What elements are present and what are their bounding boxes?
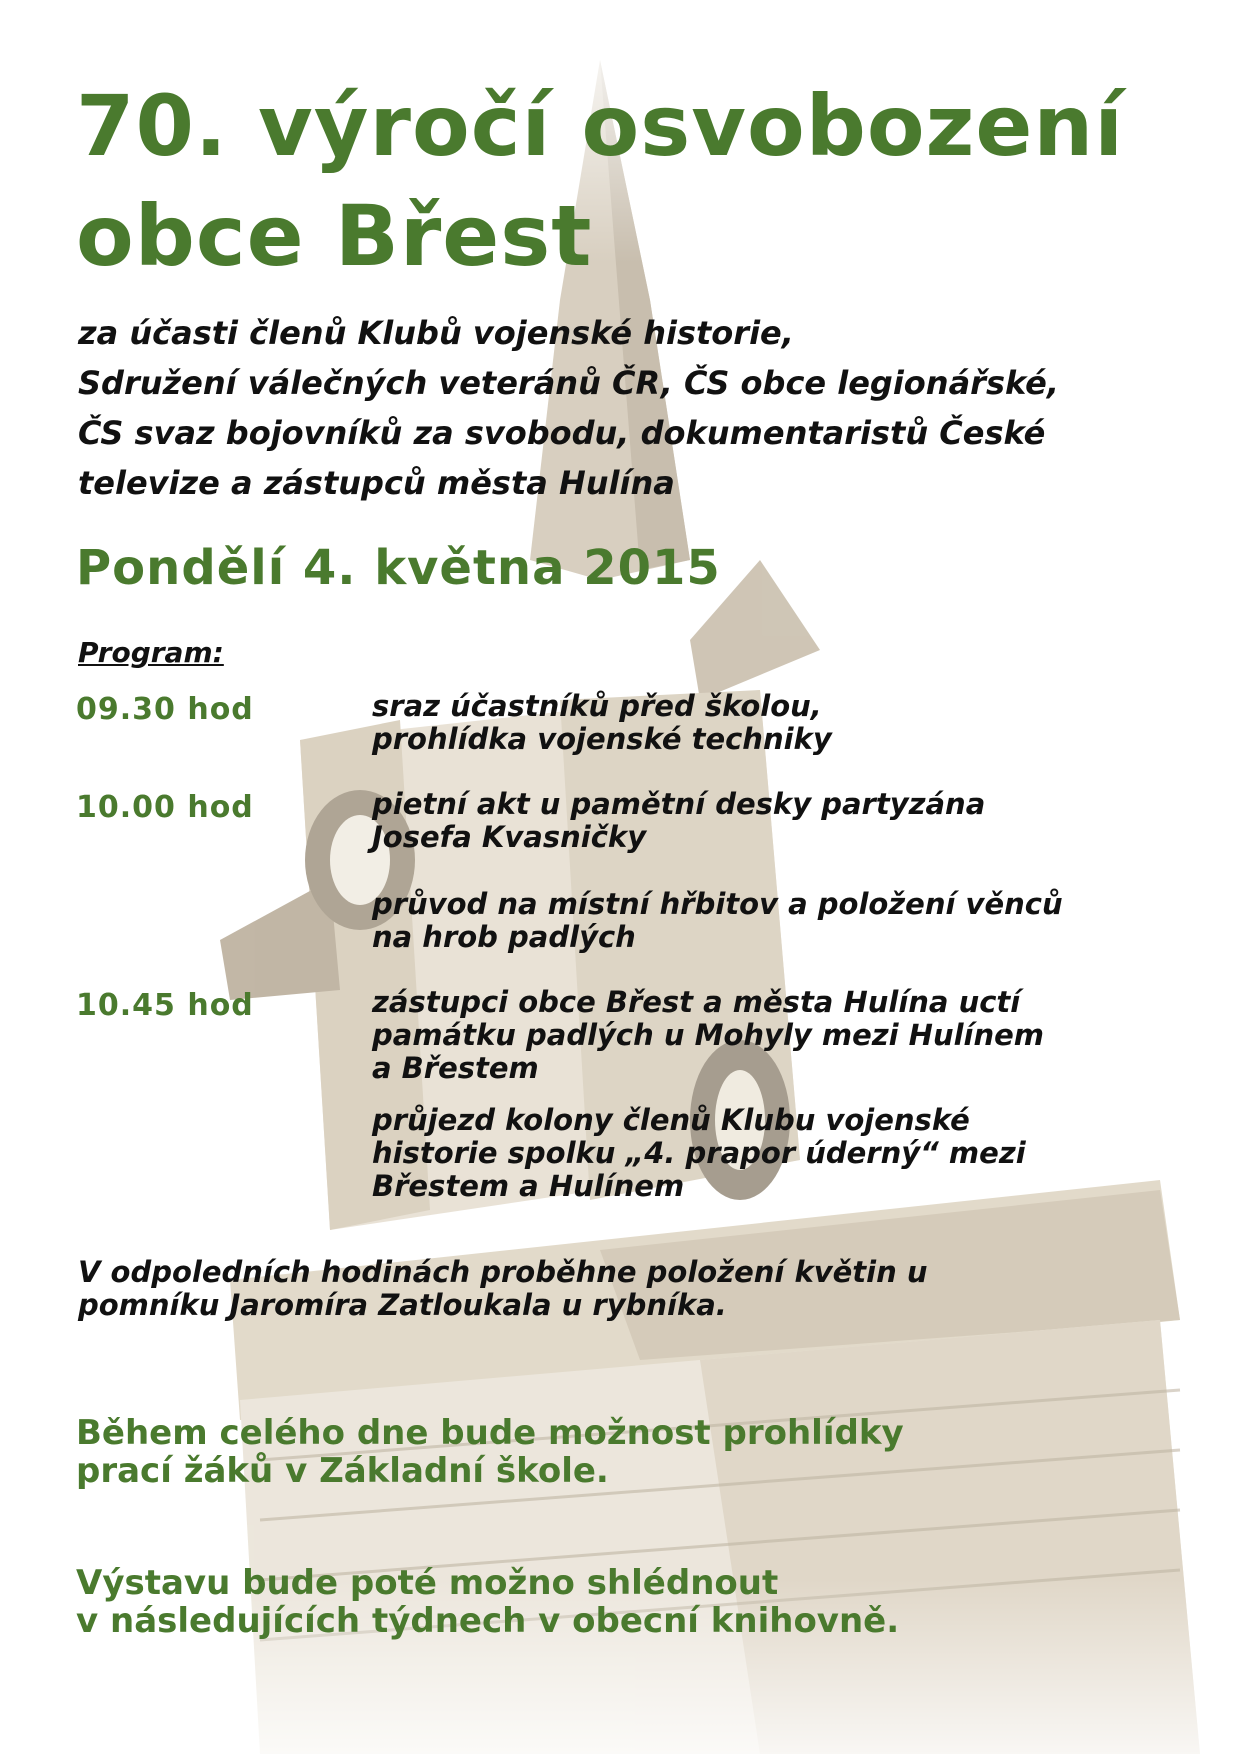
- program-description: [372, 888, 1063, 954]
- program-time: 10.00 hod: [76, 790, 254, 825]
- afternoon-line: V odpoledních hodinách proběhne položení květin u: [78, 1255, 928, 1289]
- program-line: průvod na místní hřbitov a položení věnců: [372, 887, 1063, 921]
- event-date: Pondělí 4. května 2015: [76, 540, 721, 596]
- program-line: zástupci obce Břest a města Hulína uctí: [372, 985, 1021, 1019]
- intro-line: televize a zástupců města Hulína: [78, 464, 675, 502]
- program-line: na hrob padlých: [372, 920, 636, 954]
- footer-note-library: [76, 1564, 899, 1640]
- program-description: [372, 690, 832, 756]
- footer-line: Výstavu bude poté možno shlédnout: [76, 1563, 779, 1603]
- program-line: sraz účastníků před školou,: [372, 689, 822, 723]
- program-line: historie spolku „4. prapor úderný“ mezi: [372, 1136, 1026, 1170]
- footer-line: v následujících týdnech v obecní knihovně.: [76, 1601, 900, 1641]
- program-line: průjezd kolony členů Klubu vojenské: [372, 1103, 970, 1137]
- program-label: Program:: [78, 636, 224, 669]
- program-line: a Břestem: [372, 1051, 539, 1085]
- program-line: prohlídka vojenské techniky: [372, 722, 832, 756]
- title-line-1: 70. výročí osvobození: [76, 77, 1124, 175]
- program-description: [372, 1104, 1026, 1203]
- program-description: [372, 986, 1044, 1085]
- afternoon-line: pomníku Jaromíra Zatloukala u rybníka.: [78, 1288, 727, 1322]
- footer-line: prací žáků v Základní škole.: [76, 1451, 609, 1491]
- intro-line: za účasti členů Klubů vojenské historie,: [78, 314, 794, 352]
- footer-line: Během celého dne bude možnost prohlídky: [76, 1413, 904, 1453]
- title-line-2: obce Břest: [76, 187, 593, 285]
- afternoon-note: [78, 1256, 928, 1322]
- program-line: Josefa Kvasničky: [372, 820, 647, 854]
- program-time: 09.30 hod: [76, 692, 254, 727]
- intro-line: ČS svaz bojovníků za svobodu, dokumentaristů České: [78, 414, 1046, 452]
- program-line: Břestem a Hulínem: [372, 1169, 685, 1203]
- footer-note-exhibition: [76, 1414, 904, 1490]
- intro-line: Sdružení válečných veteránů ČR, ČS obce legionářské,: [78, 364, 1059, 402]
- program-line: pietní akt u pamětní desky partyzána: [372, 787, 986, 821]
- program-time: 10.45 hod: [76, 988, 254, 1023]
- program-line: památku padlých u Mohyly mezi Hulínem: [372, 1018, 1045, 1052]
- program-description: [372, 788, 985, 854]
- intro-paragraph: [78, 308, 1198, 508]
